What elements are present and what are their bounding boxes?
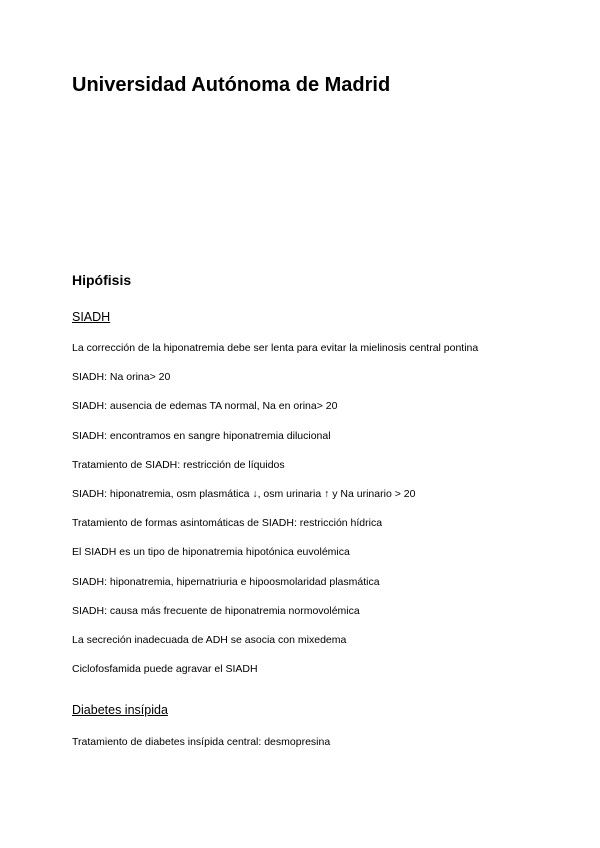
subheading-siadh: SIADH xyxy=(72,310,111,324)
note-item: Tratamiento de formas asintomáticas de SIADH: restricción hídrica xyxy=(72,517,383,530)
note-item: SIADH: hiponatremia, hipernatriuria e hipoosmolaridad plasmática xyxy=(72,575,380,588)
note-item: Ciclofosfamida puede agravar el SIADH xyxy=(72,663,258,676)
section-heading-hipofisis: Hipófisis xyxy=(72,272,132,288)
note-item: SIADH: Na orina> 20 xyxy=(72,371,171,384)
diabetes-notes-list xyxy=(72,735,330,764)
note-item: SIADH: hiponatremia, osm plasmática ↓, osm urinaria ↑ y Na urinario > 20 xyxy=(72,487,416,500)
subheading-diabetes-insipida: Diabetes insípida xyxy=(72,703,168,717)
note-item: SIADH: ausencia de edemas TA normal, Na en orina> 20 xyxy=(72,400,338,413)
note-item: SIADH: causa más frecuente de hiponatremia normovolémica xyxy=(72,604,360,617)
page-title: Universidad Autónoma de Madrid xyxy=(72,74,391,96)
note-item: SIADH: encontramos en sangre hiponatremia dilucional xyxy=(72,429,331,442)
note-item: La corrección de la hiponatremia debe ser lenta para evitar la mielinosis central pontina xyxy=(72,342,479,354)
note-item: Tratamiento de diabetes insípida central: desmopresina xyxy=(72,736,331,748)
note-item: La secreción inadecuada de ADH se asocia con mixedema xyxy=(72,633,347,646)
note-item: El SIADH es un tipo de hiponatremia hipotónica euvolémica xyxy=(72,546,350,559)
note-item: Tratamiento de SIADH: restricción de líquidos xyxy=(72,458,285,471)
siadh-notes-list xyxy=(72,341,478,691)
